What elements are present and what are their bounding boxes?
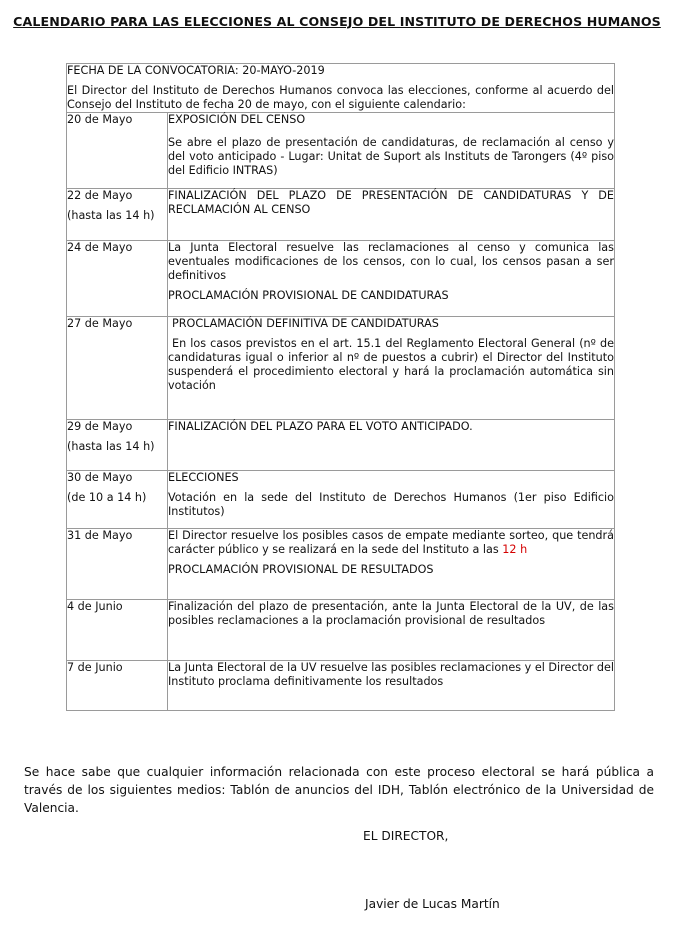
row-description [168, 471, 615, 529]
row-description [168, 317, 615, 420]
convocatoria-date: FECHA DE LA CONVOCATORIA: 20-MAYO-2019 [67, 64, 325, 77]
row-text: El Director resuelve los posibles casos de empate mediante sorteo, que tendrá carácter público y se realizará en la sede del Instituto a las 12 h [168, 529, 614, 556]
row-heading: ELECCIONES [168, 471, 239, 484]
table-row [67, 189, 615, 241]
row-heading: PROCLAMACIÓN PROVISIONAL DE CANDIDATURAS [168, 289, 449, 302]
table-row [67, 113, 615, 189]
row-text: Se abre el plazo de presentación de candidaturas, de reclamación al censo y del voto anticipado - Lugar: Unitat de Suport als Instituts de Tarongers (4º piso del Edificio INTRAS) [168, 136, 614, 177]
row-heading: EXPOSICIÓN DEL CENSO [168, 113, 306, 126]
highlighted-time: 12 h [502, 543, 528, 556]
row-date: 22 de Mayo (hasta las 14 h) [67, 189, 168, 241]
row-description [168, 189, 615, 241]
document-title: CALENDARIO PARA LAS ELECCIONES AL CONSEJO DEL INSTITUTO DE DERECHOS HUMANOS [13, 14, 661, 29]
table-row [67, 471, 615, 529]
footer-notice: Se hace sabe que cualquier información relacionada con este proceso electoral se hará pública a través de los siguientes medios: Tablón de anuncios del IDH, Tablón electrónico de la Universidad de Valencia. [24, 765, 654, 815]
row-date: 30 de Mayo (de 10 a 14 h) [67, 471, 168, 529]
row-date: 27 de Mayo [67, 317, 168, 420]
table-row [67, 317, 615, 420]
table-row [67, 529, 615, 600]
row-date: 24 de Mayo [67, 241, 168, 317]
signer-title: EL DIRECTOR, [363, 829, 449, 843]
row-description [168, 113, 615, 189]
row-text: La Junta Electoral de la UV resuelve las posibles reclamaciones y el Director del Instituto proclama definitivamente los resultados [168, 661, 614, 688]
row-heading: PROCLAMACIÓN PROVISIONAL DE RESULTADOS [168, 563, 434, 576]
row-text: Votación en la sede del Instituto de Derechos Humanos (1er piso Edificio Institutos) [168, 491, 614, 518]
row-description [168, 600, 615, 661]
signer-name: Javier de Lucas Martín [365, 897, 500, 911]
row-description [168, 529, 615, 600]
row-text: Finalización del plazo de presentación, ante la Junta Electoral de la UV, de las posibles reclamaciones a la proclamación provisional de resultados [168, 600, 614, 627]
table-row [67, 600, 615, 661]
row-heading: PROCLAMACIÓN DEFINITIVA DE CANDIDATURAS [172, 317, 439, 330]
row-date: 4 de Junio [67, 600, 168, 661]
table-header-row [67, 64, 615, 113]
row-description [168, 661, 615, 711]
row-text: En los casos previstos en el art. 15.1 del Reglamento Electoral General (nº de candidaturas igual o inferior al nº de puestos a cubrir) el Director del Instituto suspenderá el procedimiento electoral y hará la proclamación automática sin votación [168, 337, 614, 392]
convocatoria-cell [67, 64, 615, 113]
row-description [168, 420, 615, 471]
table-row [67, 661, 615, 711]
table-row [67, 241, 615, 317]
row-date: 7 de Junio [67, 661, 168, 711]
calendar-table [66, 63, 615, 711]
row-date: 29 de Mayo (hasta las 14 h) [67, 420, 168, 471]
convocatoria-intro: El Director del Instituto de Derechos Humanos convoca las elecciones, conforme al acuerdo del Consejo del Instituto de fecha 20 de mayo, con el siguiente calendario: [67, 84, 614, 111]
row-date: 31 de Mayo [67, 529, 168, 600]
row-heading: FINALIZACIÓN DEL PLAZO DE PRESENTACIÓN DE CANDIDATURAS Y DE RECLAMACIÓN AL CENSO [168, 189, 614, 216]
row-heading: FINALIZACIÓN DEL PLAZO PARA EL VOTO ANTICIPADO. [168, 420, 473, 433]
row-date: 20 de Mayo [67, 113, 168, 189]
table-row [67, 420, 615, 471]
row-text: La Junta Electoral resuelve las reclamaciones al censo y comunica las eventuales modificaciones de los censos, con lo cual, los censos pasan a ser definitivos [168, 241, 614, 282]
row-description [168, 241, 615, 317]
